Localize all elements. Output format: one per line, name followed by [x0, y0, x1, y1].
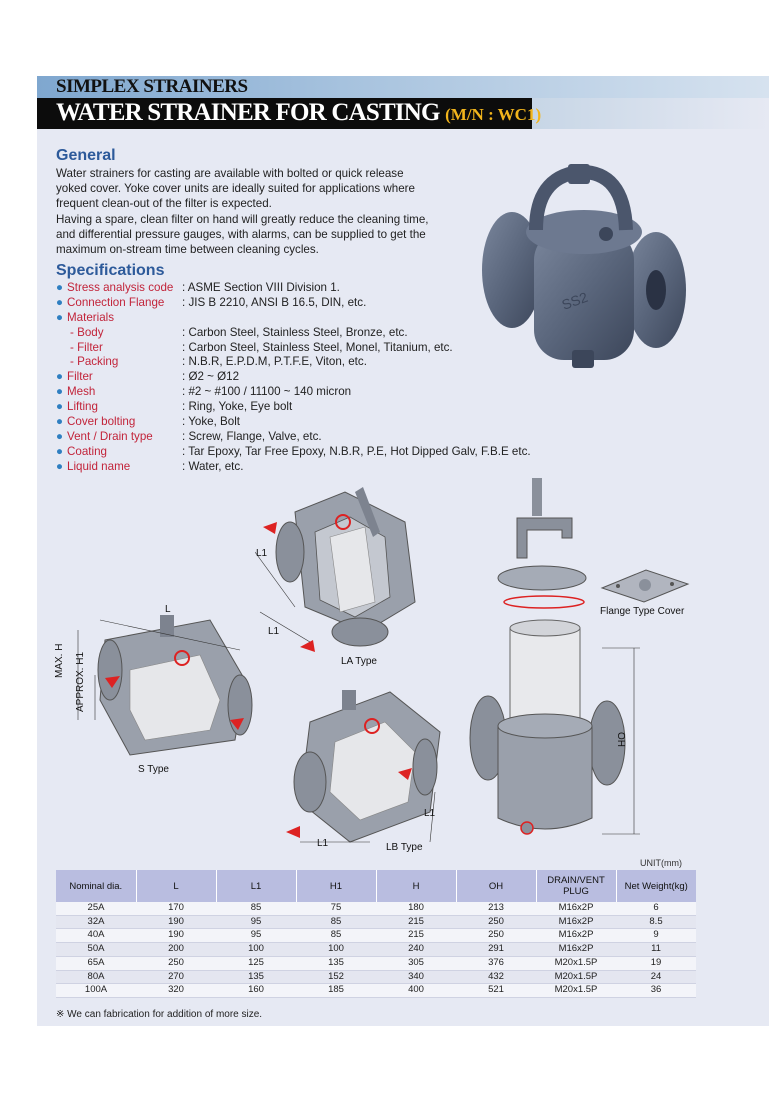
- table-cell: 40A: [56, 929, 136, 943]
- general-line: and differential pressure gauges, with alarms, can be supplied to get the: [56, 227, 426, 241]
- general-line: Water strainers for casting are available with bolted or quick release: [56, 167, 404, 180]
- title-band-fade: [532, 98, 769, 129]
- la-dim-l1-top: L1: [256, 548, 268, 559]
- table-cell: 200: [136, 943, 216, 957]
- bullet-icon: ●: [56, 310, 64, 324]
- table-cell: 6: [616, 902, 696, 915]
- table-cell: 170: [136, 902, 216, 915]
- table-cell: 75: [296, 902, 376, 915]
- table-cell: 50A: [56, 943, 136, 957]
- spec-label-wrap: [56, 311, 182, 326]
- table-cell: 19: [616, 956, 696, 970]
- table-cell: 95: [216, 929, 296, 943]
- page-title: [56, 99, 541, 127]
- s-dim-approx-h1: APPROX. H1: [75, 651, 86, 712]
- table-cell: 180: [376, 902, 456, 915]
- table-cell: 8.5: [616, 915, 696, 929]
- table-cell: 100A: [56, 984, 136, 998]
- spec-label-wrap: [56, 460, 182, 475]
- bullet-icon: ●: [56, 400, 64, 414]
- spec-label: - Filter: [70, 340, 103, 354]
- table-cell: 100: [216, 943, 296, 957]
- table-row: [56, 929, 696, 943]
- table-cell: 305: [376, 956, 456, 970]
- table-cell: 250: [456, 929, 536, 943]
- table-row: [56, 902, 696, 915]
- table-note: ※ We can fabrication for addition of more size.: [56, 1009, 263, 1020]
- spec-label: Vent / Drain type: [67, 429, 153, 443]
- spec-label-wrap: [56, 445, 182, 460]
- table-cell: 100: [296, 943, 376, 957]
- table-cell: 32A: [56, 915, 136, 929]
- bullet-icon: ●: [56, 429, 64, 443]
- spec-label: Liquid name: [67, 459, 131, 473]
- bullet-icon: ●: [56, 444, 64, 458]
- table-cell: 240: [376, 943, 456, 957]
- table-cell: 85: [296, 929, 376, 943]
- table-cell: 95: [216, 915, 296, 929]
- specifications-heading: Specifications: [56, 262, 165, 279]
- spec-label-wrap: [56, 385, 182, 400]
- table-cell: 24: [616, 970, 696, 984]
- table-row: [56, 943, 696, 957]
- table-cell: 9: [616, 929, 696, 943]
- table-cell: 213: [456, 902, 536, 915]
- general-line: frequent clean-out of the filter is expected.: [56, 197, 272, 211]
- table-cell: 125: [216, 956, 296, 970]
- table-cell: 215: [376, 915, 456, 929]
- table-cell: 320: [136, 984, 216, 998]
- spec-value: : Carbon Steel, Stainless Steel, Monel, Titanium, etc.: [182, 340, 453, 354]
- table-header-row: [56, 870, 696, 902]
- spec-value: : Screw, Flange, Valve, etc.: [182, 429, 322, 443]
- general-line: maximum on-stream time between cleaning cycles.: [56, 243, 319, 257]
- table-cell: 376: [456, 956, 536, 970]
- spec-value: : Carbon Steel, Stainless Steel, Bronze, etc.: [182, 325, 408, 339]
- s-dim-l: L: [165, 604, 171, 615]
- spec-label-wrap: [56, 400, 182, 415]
- table-cell: 80A: [56, 970, 136, 984]
- bullet-icon: ●: [56, 281, 64, 294]
- bullet-icon: ●: [56, 415, 64, 429]
- table-cell: M20x1.5P: [536, 970, 616, 984]
- table-cell: 135: [296, 956, 376, 970]
- svg-text:SS2: SS2: [559, 288, 590, 313]
- table-row: [56, 956, 696, 970]
- exploded-dim-oh: OH: [615, 732, 626, 747]
- table-cell: 190: [136, 915, 216, 929]
- table-cell: 11: [616, 943, 696, 957]
- model-number: (M/N : WC1): [445, 105, 542, 124]
- table-cell: 85: [296, 915, 376, 929]
- spec-row: [56, 460, 616, 475]
- col-header: DRAIN/VENT PLUG: [536, 870, 616, 902]
- spec-row: [56, 311, 616, 326]
- table-cell: 152: [296, 970, 376, 984]
- table-cell: 400: [376, 984, 456, 998]
- spec-label: Stress analysis code: [67, 281, 174, 294]
- spec-row: [56, 385, 616, 400]
- category-title: SIMPLEX STRAINERS: [56, 76, 248, 97]
- spec-label: Mesh: [67, 385, 96, 399]
- exploded-view-diagram: [462, 478, 662, 844]
- col-header: Net Weight(kg): [616, 870, 696, 902]
- spec-label-wrap: [56, 296, 182, 311]
- spec-value: : Yoke, Bolt: [182, 415, 241, 429]
- general-line: yoked cover. Yoke cover units are ideally suited for applications where: [56, 182, 415, 196]
- table-cell: M16x2P: [536, 915, 616, 929]
- spec-label: Lifting: [67, 400, 98, 414]
- spec-row: [56, 296, 616, 311]
- table-cell: 185: [296, 984, 376, 998]
- col-header: L: [136, 870, 216, 902]
- table-cell: M16x2P: [536, 943, 616, 957]
- bullet-icon: ●: [56, 459, 64, 473]
- table-cell: 340: [376, 970, 456, 984]
- table-cell: 521: [456, 984, 536, 998]
- spec-row: [56, 281, 616, 296]
- general-description: [56, 166, 476, 257]
- lb-type-label: LB Type: [386, 842, 423, 853]
- spec-row: [56, 445, 616, 460]
- spec-label-wrap: [56, 370, 182, 385]
- spec-label: Materials: [67, 310, 115, 324]
- table-cell: 291: [456, 943, 536, 957]
- spec-row: [56, 370, 616, 385]
- table-cell: 65A: [56, 956, 136, 970]
- spec-label: Connection Flange: [67, 295, 165, 309]
- dimensions-table: [56, 870, 696, 998]
- bullet-icon: ●: [56, 370, 64, 384]
- spec-value: : ASME Section VIII Division 1.: [182, 281, 340, 294]
- table-cell: 270: [136, 970, 216, 984]
- bullet-icon: ●: [56, 295, 64, 309]
- spec-value: : #2 ~ #100 / 11100 ~ 140 micron: [182, 385, 352, 399]
- lb-dim-l1-right: L1: [424, 808, 436, 819]
- table-cell: 135: [216, 970, 296, 984]
- table-row: [56, 970, 696, 984]
- spec-label-wrap: [56, 430, 182, 445]
- la-type-diagram: [255, 482, 430, 652]
- table-cell: M16x2P: [536, 902, 616, 915]
- spec-label: Coating: [67, 444, 107, 458]
- spec-value: : N.B.R, E.P.D.M, P.T.F.E, Viton, etc.: [182, 355, 367, 369]
- table-cell: M20x1.5P: [536, 956, 616, 970]
- spec-label: Filter: [67, 370, 93, 384]
- table-cell: 190: [136, 929, 216, 943]
- spec-value: : Tar Epoxy, Tar Free Epoxy, N.B.R, P.E, Hot Dipped Galv, F.B.E etc.: [182, 444, 531, 458]
- table-cell: 36: [616, 984, 696, 998]
- table-cell: 250: [456, 915, 536, 929]
- s-type-diagram: [60, 590, 260, 760]
- flange-cover-diagram: [598, 566, 692, 606]
- general-heading: General: [56, 147, 116, 164]
- col-header: Nominal dia.: [56, 870, 136, 902]
- spec-value: : JIS B 2210, ANSI B 16.5, DIN, etc.: [182, 295, 367, 309]
- spec-label-wrap: [56, 281, 182, 296]
- s-type-label: S Type: [138, 764, 169, 775]
- table-cell: 160: [216, 984, 296, 998]
- table-cell: 25A: [56, 902, 136, 915]
- col-header: L1: [216, 870, 296, 902]
- la-dim-l1-bottom: L1: [268, 626, 280, 637]
- spec-row: [56, 400, 616, 415]
- unit-label: UNIT(mm): [640, 858, 682, 868]
- s-dim-max-h: MAX. H: [54, 643, 65, 678]
- spec-row: [56, 355, 616, 370]
- table-cell: 250: [136, 956, 216, 970]
- spec-row: [56, 415, 616, 430]
- table-cell: 432: [456, 970, 536, 984]
- bullet-icon: ●: [56, 385, 64, 399]
- table-cell: 85: [216, 902, 296, 915]
- spec-row: [56, 341, 616, 356]
- spec-label: - Packing: [70, 355, 119, 369]
- lb-dim-l1-bottom: L1: [317, 838, 329, 849]
- table-cell: M16x2P: [536, 929, 616, 943]
- table-cell: 215: [376, 929, 456, 943]
- table-body: [56, 902, 696, 997]
- table-cell: M20x1.5P: [536, 984, 616, 998]
- la-type-label: LA Type: [341, 656, 377, 667]
- table-row: [56, 984, 696, 998]
- spec-value: : Water, etc.: [182, 459, 244, 473]
- spec-label: - Body: [70, 325, 104, 339]
- spec-label-wrap: [56, 415, 182, 430]
- lb-type-diagram: [280, 682, 450, 847]
- spec-row: [56, 326, 616, 341]
- spec-row: [56, 430, 616, 445]
- col-header: H1: [296, 870, 376, 902]
- spec-value: : Ø2 ~ Ø12: [182, 370, 240, 384]
- col-header: H: [376, 870, 456, 902]
- spec-label: Cover bolting: [67, 415, 136, 429]
- flange-cover-label: Flange Type Cover: [600, 606, 685, 617]
- general-line: Having a spare, clean filter on hand will greatly reduce the cleaning time,: [56, 212, 429, 226]
- spec-value: : Ring, Yoke, Eye bolt: [182, 400, 293, 414]
- table-row: [56, 915, 696, 929]
- specifications-list: [56, 281, 616, 475]
- title-text: WATER STRAINER FOR CASTING: [56, 99, 440, 126]
- col-header: OH: [456, 870, 536, 902]
